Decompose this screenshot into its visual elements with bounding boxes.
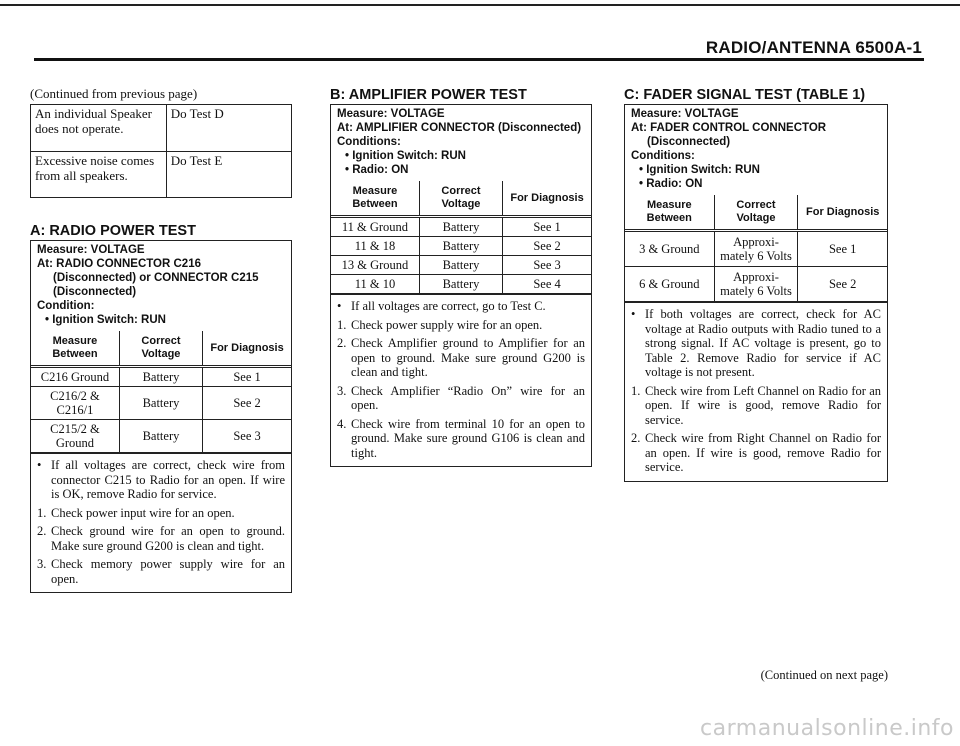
table-cell: See 2 xyxy=(503,237,591,256)
column-header: For Diagnosis xyxy=(798,195,887,231)
measure-line: At: FADER CONTROL CONNECTOR xyxy=(631,122,827,134)
measure-line: At: AMPLIFIER CONNECTOR (Disconnected) xyxy=(337,122,582,134)
column-right xyxy=(624,86,888,482)
measurement-table xyxy=(31,331,291,453)
table-row xyxy=(625,267,887,302)
section-c-box xyxy=(624,104,888,482)
table-cell: See 1 xyxy=(203,367,291,387)
column-header: Correct Voltage xyxy=(119,331,202,367)
measure-line: At: RADIO CONNECTOR C216 xyxy=(37,258,201,270)
measure-line: Conditions: xyxy=(631,150,695,162)
column-header: Correct Voltage xyxy=(714,195,798,231)
table-cell: See 2 xyxy=(798,267,887,302)
column-header: Measure Between xyxy=(331,181,419,217)
table-row xyxy=(31,151,291,197)
column-header: Correct Voltage xyxy=(419,181,502,217)
table-cell: See 3 xyxy=(503,256,591,275)
column-header: For Diagnosis xyxy=(503,181,591,217)
table-cell: 11 & 18 xyxy=(331,237,419,256)
column-header: Measure Between xyxy=(31,331,119,367)
table-cell: 6 & Ground xyxy=(625,267,714,302)
action-cell: Do Test D xyxy=(166,105,291,151)
table-cell: See 2 xyxy=(203,387,291,420)
symptom-table xyxy=(30,104,292,198)
list-item: 1. Check power supply wire for an open. xyxy=(337,317,543,332)
table-cell: Battery xyxy=(419,217,502,237)
measure-line: (Disconnected) xyxy=(647,136,731,148)
table-cell: 3 & Ground xyxy=(625,231,714,267)
table-row xyxy=(31,420,291,453)
table-cell: Approxi- mately 6 Volts xyxy=(714,231,798,267)
table-cell: Battery xyxy=(119,387,202,420)
table-cell: 13 & Ground xyxy=(331,256,419,275)
measure-line: • Radio: ON xyxy=(639,178,703,190)
measure-conditions xyxy=(31,241,291,331)
measurement-table xyxy=(625,195,887,302)
measure-line: (Disconnected) xyxy=(53,286,137,298)
continued-on-note: (Continued on next page) xyxy=(760,668,888,682)
table-cell: C216/2 & C216/1 xyxy=(31,387,119,420)
table-cell: See 1 xyxy=(503,217,591,237)
list-item: 2. Check ground wire for an open to ground. Make sure ground G200 is clean and tight. xyxy=(37,524,285,553)
table-cell: Battery xyxy=(419,237,502,256)
instructions xyxy=(31,453,291,592)
measure-line: Measure: VOLTAGE xyxy=(37,244,145,256)
symptom-cell: Excessive noise comes from all speakers. xyxy=(31,151,166,197)
list-item: 2. Check wire from Right Channel on Radio for an open. If wire is good, remove Radio for service. xyxy=(631,431,881,474)
column-left xyxy=(30,86,292,593)
measure-line: • Ignition Switch: RUN xyxy=(345,150,466,162)
table-cell: See 3 xyxy=(203,420,291,453)
instructions xyxy=(331,294,591,466)
table-cell: Battery xyxy=(419,275,502,294)
measure-line: (Disconnected) or CONNECTOR C215 xyxy=(53,272,259,284)
symptom-cell: An individual Speaker does not operate. xyxy=(31,105,166,151)
table-cell: 11 & 10 xyxy=(331,275,419,294)
column-header: Measure Between xyxy=(625,195,714,231)
measure-line: Conditions: xyxy=(337,136,401,148)
table-row xyxy=(31,367,291,387)
column-header: For Diagnosis xyxy=(203,331,291,367)
section-a-box xyxy=(30,240,292,593)
list-item: • If all voltages are correct, go to Test C. xyxy=(337,299,546,313)
column-middle xyxy=(330,86,592,467)
header-rule xyxy=(34,58,924,61)
list-item: • If both voltages are correct, check for AC voltage at Radio outputs with Radio tuned to a strong signal. If AC voltage is present, go to Table 2. Remove Radio for service if AC voltage is not present. xyxy=(631,307,881,379)
table-row xyxy=(331,237,591,256)
watermark-text: carmanualsonline.info xyxy=(700,716,954,741)
table-row xyxy=(331,275,591,294)
list-item: 3. Check Amplifier “Radio On” wire for an open. xyxy=(337,383,585,412)
instructions xyxy=(625,302,887,481)
table-cell: C215/2 & Ground xyxy=(31,420,119,453)
list-item: 4. Check wire from terminal 10 for an open to ground. Make sure ground G106 is clean and tight. xyxy=(337,416,585,460)
measure-line: Condition: xyxy=(37,300,95,312)
table-cell: C216 Ground xyxy=(31,367,119,387)
section-b-box xyxy=(330,104,592,467)
table-cell: Battery xyxy=(119,420,202,453)
list-item: • If all voltages are correct, check wire from connector C215 to Radio for an open. If wire is OK, remove Radio for service. xyxy=(37,458,285,501)
list-item: 3. Check memory power supply wire for an open. xyxy=(37,557,285,586)
measure-conditions xyxy=(331,105,591,181)
list-item: 1. Check power input wire for an open. xyxy=(37,505,235,520)
table-cell: 11 & Ground xyxy=(331,217,419,237)
measurement-table xyxy=(331,181,591,294)
top-border-line xyxy=(0,4,960,6)
table-cell: Approxi- mately 6 Volts xyxy=(714,267,798,302)
measure-line: • Ignition Switch: RUN xyxy=(639,164,760,176)
list-item: 1. Check wire from Left Channel on Radio for an open. If wire is good, remove Radio for service. xyxy=(631,383,881,427)
table-row xyxy=(331,217,591,237)
table-row xyxy=(31,387,291,420)
list-item: 2. Check Amplifier ground to Amplifier for an open to ground. Make sure ground G200 is clean and tight. xyxy=(337,336,585,379)
page-header-title: RADIO/ANTENNA 6500A-1 xyxy=(705,38,922,57)
table-cell: Battery xyxy=(119,367,202,387)
measure-line: • Radio: ON xyxy=(345,164,409,176)
measure-conditions xyxy=(625,105,887,195)
measure-line: • Ignition Switch: RUN xyxy=(45,314,166,326)
table-row xyxy=(331,256,591,275)
table-cell: See 1 xyxy=(798,231,887,267)
table-cell: See 4 xyxy=(503,275,591,294)
measure-line: Measure: VOLTAGE xyxy=(631,108,739,120)
table-row xyxy=(31,105,291,151)
section-a-title: A: RADIO POWER TEST xyxy=(30,223,196,239)
continued-from-note: (Continued from previous page) xyxy=(30,86,198,101)
table-cell: Battery xyxy=(419,256,502,275)
section-b-title: B: AMPLIFIER POWER TEST xyxy=(330,87,527,103)
action-cell: Do Test E xyxy=(166,151,291,197)
measure-line: Measure: VOLTAGE xyxy=(337,108,445,120)
section-c-title: C: FADER SIGNAL TEST (TABLE 1) xyxy=(624,87,866,103)
table-row xyxy=(625,231,887,267)
